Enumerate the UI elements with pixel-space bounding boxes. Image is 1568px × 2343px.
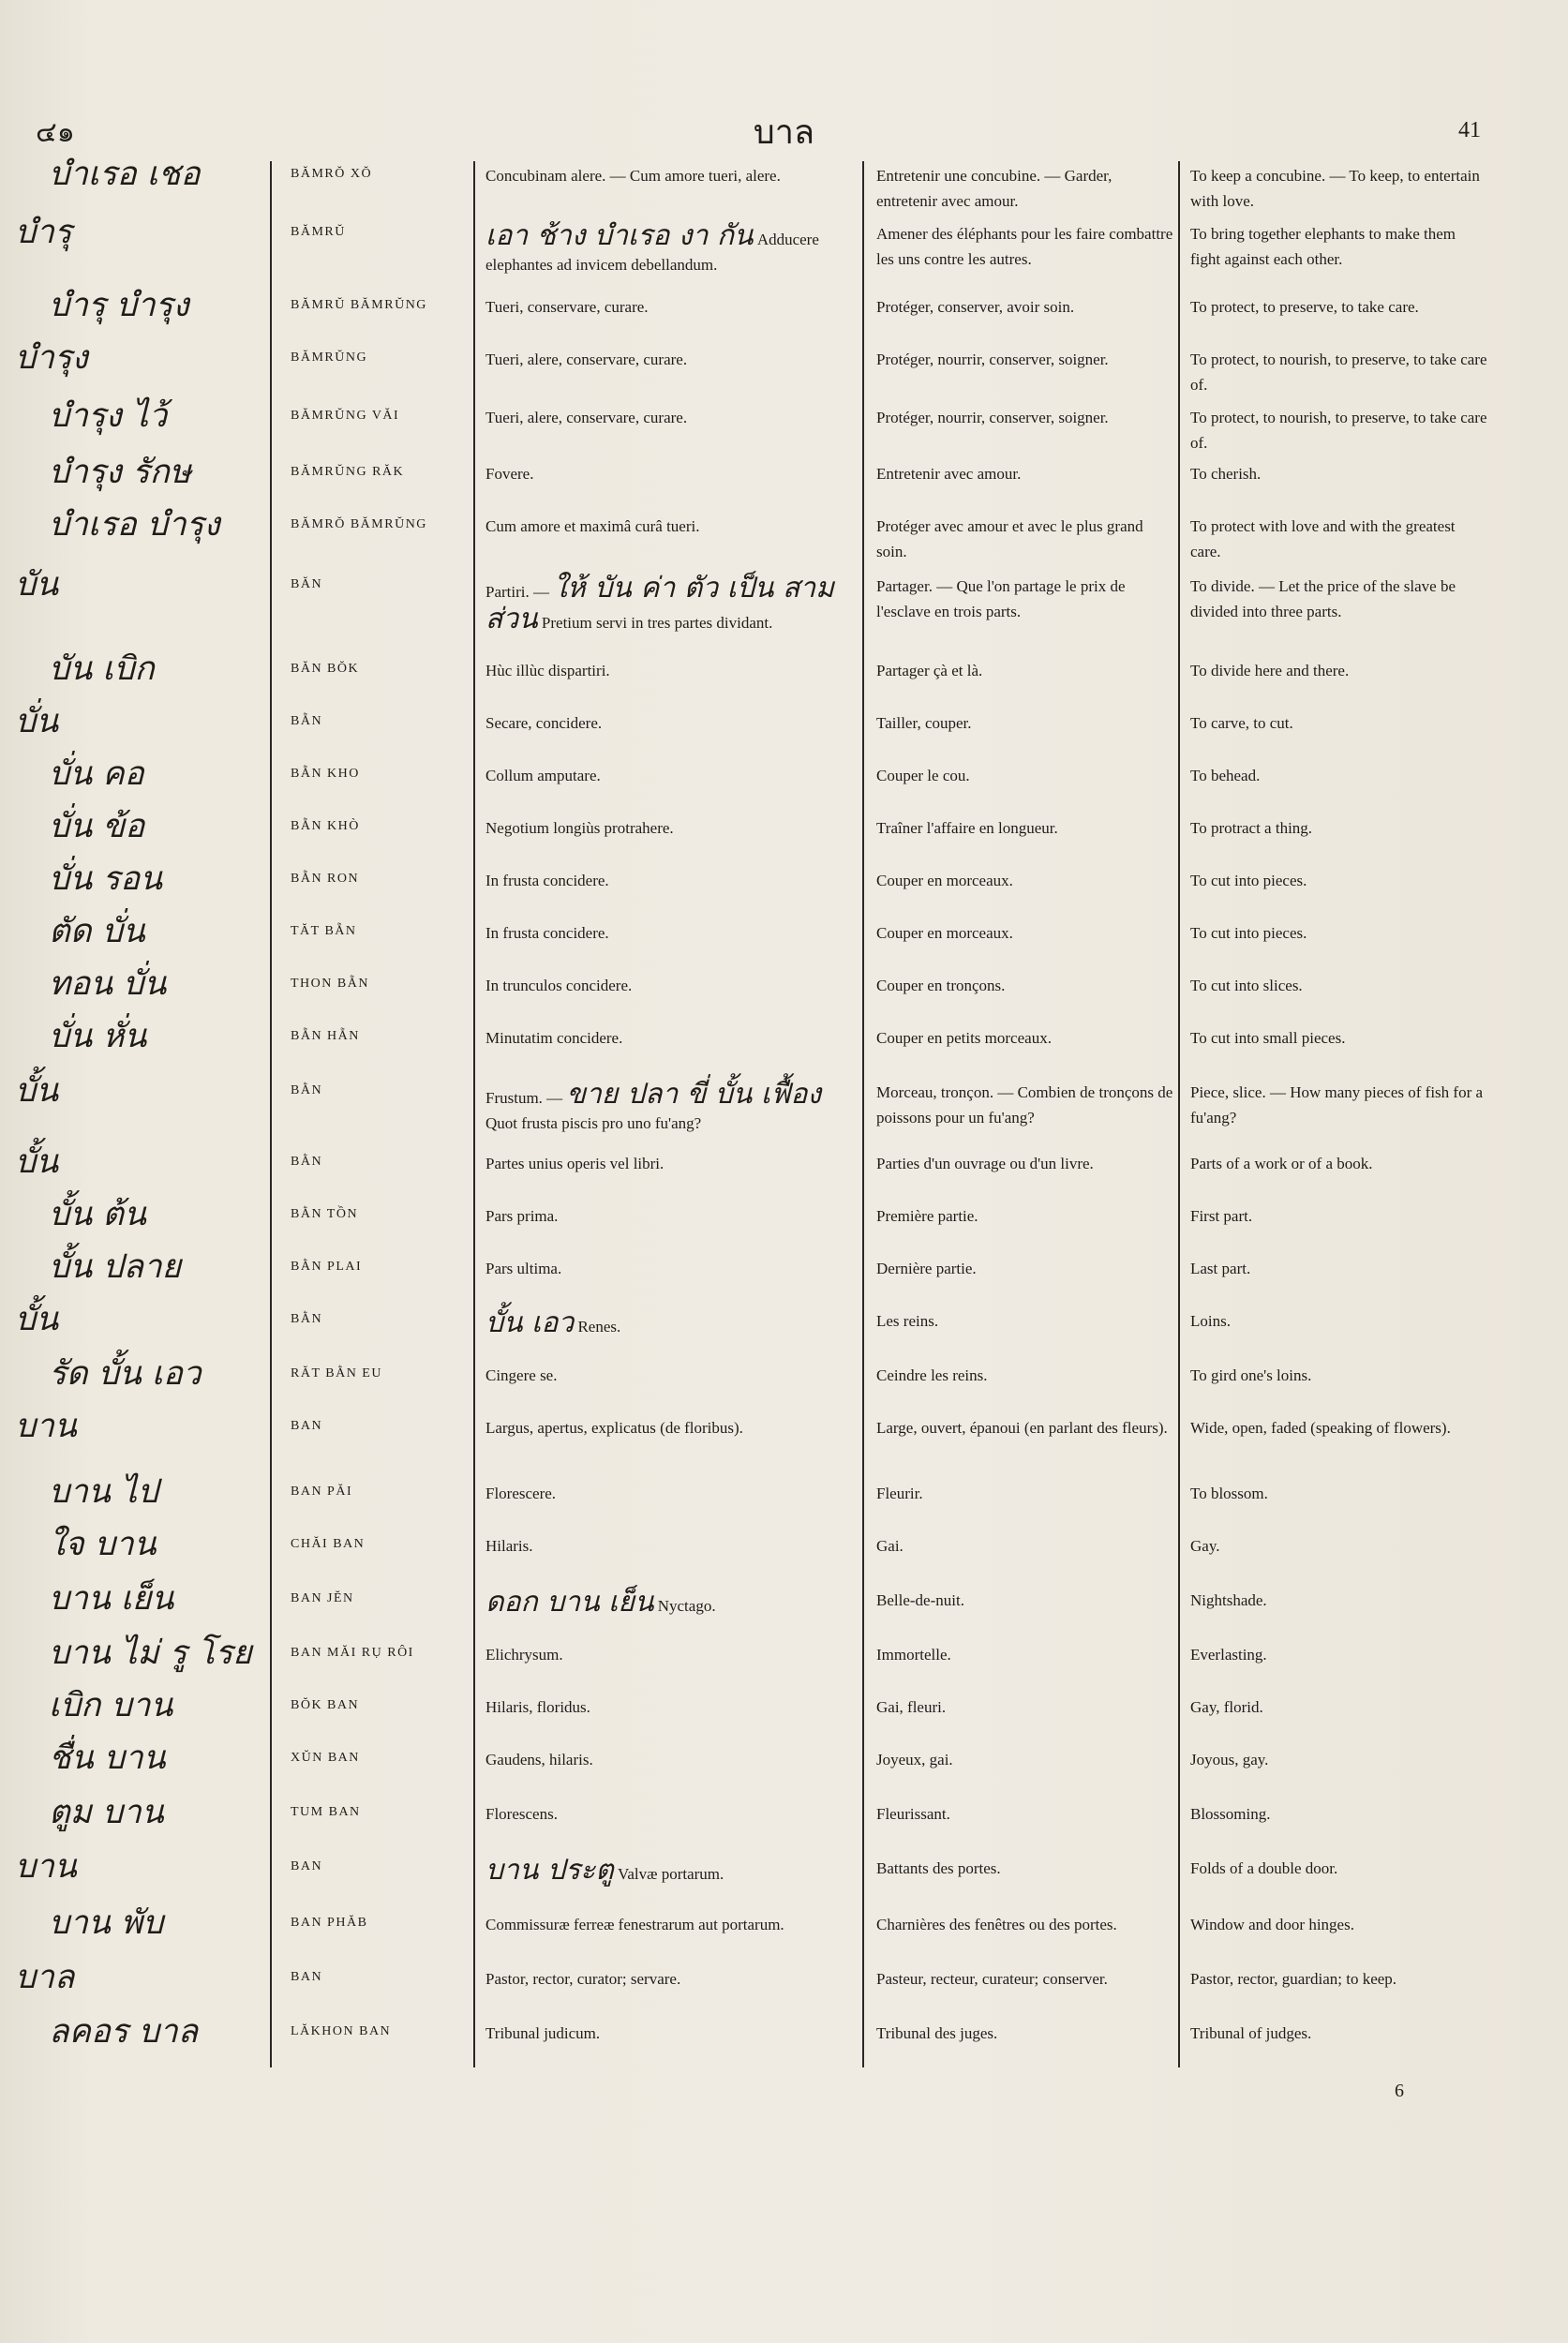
english-definition: Everlasting. (1190, 1646, 1267, 1664)
french-definition: Immortelle. (876, 1646, 951, 1664)
transliteration: BĂMRŎ XŎ (291, 167, 373, 181)
latin-text: In frusta concidere. (485, 924, 609, 942)
french-definition: Battants des portes. (876, 1859, 1001, 1877)
french-definition: Belle-de-nuit. (876, 1591, 964, 1609)
french-definition: Protéger, nourrir, conserver, soigner. (876, 351, 1109, 368)
latin-definition (485, 1025, 857, 1051)
thai-headword: บำรุ บำรุง (49, 287, 189, 324)
french-definition: Ceindre les reins. (876, 1366, 988, 1384)
french-definition: Charnières des fenêtres ou des portes. (876, 1916, 1117, 1933)
latin-definition (485, 514, 857, 539)
transliteration: BẰN PLAI (291, 1260, 363, 1274)
thai-headword: บัน (15, 566, 59, 604)
latin-definition (485, 1256, 857, 1281)
latin-definition (485, 405, 857, 430)
thai-headword: บาน พับ (49, 1904, 164, 1942)
latin-definition (485, 1694, 857, 1720)
thai-example: บั้น เอว (485, 1306, 575, 1339)
latin-text: Secare, concidere. (485, 714, 603, 732)
french-definition: Entretenir avec amour. (876, 465, 1022, 483)
latin-text: Concubinam alere. — Cum amore tueri, alere. (485, 167, 781, 185)
latin-definition (485, 1747, 857, 1772)
french-definition: Gai. (876, 1537, 903, 1555)
thai-headword: รัด บั้น เอว (49, 1355, 202, 1393)
french-definition: Tribunal des juges. (876, 2024, 998, 2042)
transliteration: TUM BAN (291, 1805, 361, 1819)
latin-prefix: Frustum. — (485, 1089, 563, 1107)
transliteration: BẴN KHO (291, 767, 360, 781)
english-definition: To carve, to cut. (1190, 714, 1293, 732)
latin-definition (485, 815, 857, 841)
transliteration: BẴN HẴN (291, 1029, 360, 1043)
page-headword: บาล (753, 113, 815, 152)
french-definition: Morceau, tronçon. — Combien de tronçons de poissons pour un fu'ang? (876, 1083, 1173, 1127)
english-definition: Blossoming. (1190, 1805, 1271, 1823)
thai-headword: บั้น (15, 1072, 59, 1110)
latin-definition (485, 710, 857, 736)
latin-text: Cingere se. (485, 1366, 558, 1384)
thai-headword: บาน (15, 1408, 77, 1445)
french-definition: Fleurissant. (876, 1805, 950, 1823)
latin-prefix: Partiri. — (485, 583, 549, 601)
latin-definition (485, 1080, 857, 1136)
english-definition: To bring together elephants to make them fight against each other. (1190, 225, 1456, 268)
thai-headword: บำรุง ไว้ (49, 397, 168, 435)
thai-example: ดอก บาน เย็น (485, 1586, 654, 1619)
thai-headword: บั่น หั่น (49, 1018, 147, 1055)
signature-number: 6 (1395, 2081, 1404, 2101)
column-divider-4 (1178, 161, 1180, 2067)
english-definition: Tribunal of judges. (1190, 2024, 1312, 2042)
english-definition: To cut into slices. (1190, 977, 1303, 994)
english-definition: Loins. (1190, 1312, 1231, 1330)
english-definition: To cut into small pieces. (1190, 1029, 1346, 1047)
latin-text: Gaudens, hilaris. (485, 1751, 593, 1768)
transliteration: BĂMRŬNG VĂI (291, 409, 400, 423)
french-definition: Protéger, conserver, avoir soin. (876, 298, 1075, 316)
english-definition: Folds of a double door. (1190, 1859, 1338, 1877)
latin-text: Largus, apertus, explicatus (de floribus). (485, 1419, 743, 1437)
thai-headword: บำรุง รักษ (49, 454, 191, 491)
latin-definition (485, 1912, 857, 1937)
french-definition: Première partie. (876, 1207, 978, 1225)
latin-text: In trunculos concidere. (485, 977, 633, 994)
thai-headword: บั้น (15, 1143, 59, 1181)
transliteration: BẰN (291, 1155, 323, 1169)
english-definition: To protect, to preserve, to take care. (1190, 298, 1419, 316)
latin-text: Pars ultima. (485, 1260, 562, 1277)
thai-headword: บั้น ปลาย (49, 1248, 182, 1286)
latin-text: Florescere. (485, 1485, 557, 1502)
french-definition: Couper en morceaux. (876, 924, 1013, 942)
french-definition: Partager çà et là. (876, 662, 983, 679)
latin-definition (485, 1203, 857, 1229)
french-definition: Partager. — Que l'on partage le prix de l'esclave en trois parts. (876, 577, 1126, 620)
french-definition: Amener des éléphants pour les faire combattre les uns contre les autres. (876, 225, 1173, 268)
thai-example: ให้ บัน ค่า ตัว เป็น สาม ส่วน (485, 572, 834, 635)
latin-text: Hilaris. (485, 1537, 533, 1555)
english-definition: Joyous, gay. (1190, 1751, 1269, 1768)
thai-headword: บาน (15, 1848, 77, 1886)
transliteration: BĂMRŬ (291, 225, 346, 239)
transliteration: BAN (291, 1970, 323, 1984)
transliteration: BĂMRŬ BĂMRŬNG (291, 298, 427, 312)
latin-text: Tribunal judicum. (485, 2024, 601, 2042)
transliteration: BẰN TỒN (291, 1207, 359, 1221)
thai-headword: ทอน บั่น (49, 965, 167, 1003)
latin-definition (485, 1308, 857, 1339)
english-definition: Parts of a work or of a book. (1190, 1155, 1373, 1172)
transliteration: BĂN (291, 577, 323, 591)
latin-text: Hùc illùc dispartiri. (485, 662, 610, 679)
thai-headword: บำเรอ บำรุง (49, 506, 220, 544)
french-definition: Les reins. (876, 1312, 939, 1330)
french-definition: Parties d'un ouvrage ou d'un livre. (876, 1155, 1094, 1172)
english-definition: To cherish. (1190, 465, 1262, 483)
thai-headword: บาน ไป (49, 1473, 158, 1511)
transliteration: BAN (291, 1419, 323, 1433)
latin-definition (485, 868, 857, 893)
transliteration: BẴN (291, 714, 323, 728)
latin-text: Tueri, alere, conservare, curare. (485, 351, 688, 368)
thai-headword: บำรุง (15, 339, 88, 377)
latin-text: Elichrysum. (485, 1646, 563, 1664)
transliteration: BAN JĔN (291, 1591, 354, 1605)
french-definition: Entretenir une concubine. — Garder, entretenir avec amour. (876, 167, 1113, 210)
latin-definition (485, 920, 857, 946)
latin-text: Adducere elephantes ad invicem debellandum. (485, 231, 819, 274)
french-definition: Couper en tronçons. (876, 977, 1006, 994)
transliteration: RĂT BẰN EU (291, 1366, 382, 1380)
transliteration: LĂKHON BAN (291, 2024, 392, 2038)
english-definition: Piece, slice. — How many pieces of fish for a fu'ang? (1190, 1083, 1484, 1127)
column-divider-1 (270, 161, 272, 2067)
latin-text: Renes. (577, 1318, 621, 1336)
transliteration: XŬN BAN (291, 1751, 360, 1765)
english-definition: To keep a concubine. — To keep, to entertain with love. (1190, 167, 1480, 210)
transliteration: CHĂI BAN (291, 1537, 366, 1551)
transliteration: BĂMRŬNG RĂK (291, 465, 405, 479)
english-definition: Window and door hinges. (1190, 1916, 1354, 1933)
latin-definition (485, 1363, 857, 1388)
latin-definition (485, 1856, 857, 1887)
english-definition: To gird one's loins. (1190, 1366, 1312, 1384)
latin-definition (485, 1415, 857, 1440)
french-definition: Couper en petits morceaux. (876, 1029, 1052, 1047)
latin-text: Collum amputare. (485, 767, 601, 784)
transliteration: BẰN (291, 1083, 323, 1097)
french-definition: Large, ouvert, épanoui (en parlant des fleurs). (876, 1419, 1168, 1437)
french-definition: Couper le cou. (876, 767, 970, 784)
english-definition: Gay. (1190, 1537, 1220, 1555)
latin-text: Hilaris, floridus. (485, 1698, 590, 1716)
latin-definition (485, 1801, 857, 1827)
latin-definition (485, 658, 857, 683)
thai-headword: บั่น รอน (49, 860, 163, 898)
latin-definition (485, 1481, 857, 1506)
english-definition: To divide here and there. (1190, 662, 1350, 679)
latin-text: Tueri, conservare, curare. (485, 298, 649, 316)
thai-headword: ตูม บาน (49, 1794, 164, 1831)
latin-text: Florescens. (485, 1805, 558, 1823)
english-definition: To behead. (1190, 767, 1261, 784)
latin-text: Pastor, rector, curator; servare. (485, 1970, 681, 1988)
transliteration: BĂMRŬNG (291, 351, 368, 365)
french-definition: Couper en morceaux. (876, 872, 1013, 889)
thai-example: ขาย ปลา ขี่ บั้น เฟื้อง (566, 1078, 822, 1111)
thai-headword: ใจ บาน (49, 1526, 157, 1563)
latin-definition (485, 574, 857, 635)
transliteration: BĂN BŎK (291, 662, 360, 676)
latin-definition (485, 461, 857, 486)
english-definition: Last part. (1190, 1260, 1251, 1277)
transliteration: BAN (291, 1859, 323, 1873)
thai-headword: บาน ไม่ รู โรย (49, 1634, 252, 1672)
thai-headword: บั่น ข้อ (49, 808, 145, 845)
thai-headword: บั้น ต้น (49, 1196, 146, 1233)
french-definition: Fleurir. (876, 1485, 923, 1502)
thai-headword: บั้น (15, 1301, 59, 1338)
english-definition: Gay, florid. (1190, 1698, 1263, 1716)
thai-headword: บั่น คอ (49, 755, 144, 793)
thai-headword: บัน เบิก (49, 650, 155, 688)
transliteration: BAN PHĂB (291, 1916, 368, 1930)
latin-text: Partes unius operis vel libri. (485, 1155, 665, 1172)
english-definition: To protect, to nourish, to preserve, to take care of. (1190, 409, 1487, 452)
latin-definition (485, 1966, 857, 1992)
english-definition: To protect with love and with the greatest care. (1190, 517, 1456, 560)
french-definition: Tailler, couper. (876, 714, 972, 732)
latin-text: Pretium servi in tres partes dividant. (541, 614, 773, 632)
french-definition: Traîner l'affaire en longueur. (876, 819, 1058, 837)
english-definition: First part. (1190, 1207, 1253, 1225)
french-definition: Gai, fleuri. (876, 1698, 947, 1716)
english-definition: Nightshade. (1190, 1591, 1267, 1609)
latin-definition (485, 1642, 857, 1667)
thai-headword: บั่น (15, 703, 59, 740)
french-definition: Pasteur, recteur, curateur; conserver. (876, 1970, 1108, 1988)
french-definition: Dernière partie. (876, 1260, 977, 1277)
latin-definition (485, 1533, 857, 1559)
thai-example: บาน ประตู (485, 1854, 614, 1887)
thai-example: เอา ช้าง บำเรอ งา กัน (485, 219, 754, 252)
latin-text: Cum amore et maximâ curâ tueri. (485, 517, 700, 535)
latin-definition (485, 2021, 857, 2046)
latin-definition (485, 347, 857, 372)
english-definition: To cut into pieces. (1190, 924, 1307, 942)
transliteration: BẴN RON (291, 872, 360, 886)
french-definition: Protéger avec amour et avec le plus grand soin. (876, 517, 1143, 560)
latin-text: Quot frusta piscis pro uno fu'ang? (485, 1114, 702, 1132)
latin-text: Negotium longiùs protrahere. (485, 819, 674, 837)
latin-text: Pars prima. (485, 1207, 559, 1225)
transliteration: THON BẴN (291, 977, 369, 991)
english-definition: To divide. — Let the price of the slave be divided into three parts. (1190, 577, 1456, 620)
english-definition: To protract a thing. (1190, 819, 1313, 837)
latin-definition (485, 221, 857, 277)
english-definition: Pastor, rector, guardian; to keep. (1190, 1970, 1397, 1988)
latin-definition (485, 763, 857, 788)
column-divider-3 (862, 161, 864, 2067)
thai-headword: บาล (15, 1959, 75, 1996)
thai-headword: เบิก บาน (49, 1687, 173, 1724)
thai-headword: บาน เย็น (49, 1580, 174, 1618)
latin-definition (485, 973, 857, 998)
latin-text: Fovere. (485, 465, 534, 483)
english-definition: To cut into pieces. (1190, 872, 1307, 889)
french-definition: Protéger, nourrir, conserver, soigner. (876, 409, 1109, 426)
column-divider-2 (473, 161, 475, 2067)
english-definition: To protect, to nourish, to preserve, to take care of. (1190, 351, 1487, 394)
thai-headword: ชื่น บาน (49, 1739, 166, 1777)
thai-headword: ตัด บั่น (49, 913, 145, 950)
latin-text: Nyctago. (657, 1597, 716, 1615)
english-definition: Wide, open, faded (speaking of flowers). (1190, 1419, 1451, 1437)
thai-headword: บำรุ (15, 214, 72, 251)
transliteration: BẴN KHÒ (291, 819, 360, 833)
latin-text: Tueri, alere, conservare, curare. (485, 409, 688, 426)
english-definition: To blossom. (1190, 1485, 1268, 1502)
latin-definition (485, 1151, 857, 1176)
latin-text: In frusta concidere. (485, 872, 609, 889)
latin-text: Commissuræ ferreæ fenestrarum aut portarum. (485, 1916, 784, 1933)
latin-definition (485, 163, 857, 188)
thai-headword: บำเรอ เชอ (49, 156, 201, 193)
latin-text: Minutatim concidere. (485, 1029, 623, 1047)
transliteration: BAN PĂI (291, 1485, 353, 1499)
latin-text: Valvæ portarum. (617, 1865, 724, 1883)
transliteration: TĂT BẴN (291, 924, 357, 938)
latin-definition (485, 294, 857, 320)
transliteration: BAN MĂI RỤ RÔI (291, 1646, 414, 1660)
transliteration: BĂMRŎ BĂMRŬNG (291, 517, 427, 531)
thai-page-number: ๔๑ (36, 116, 75, 149)
transliteration: BẰN (291, 1312, 323, 1326)
transliteration: BŎK BAN (291, 1698, 360, 1712)
french-definition: Joyeux, gai. (876, 1751, 953, 1768)
latin-definition (485, 1588, 857, 1619)
thai-headword: ลคอร บาล (49, 2013, 199, 2051)
page-number: 41 (1458, 118, 1481, 142)
